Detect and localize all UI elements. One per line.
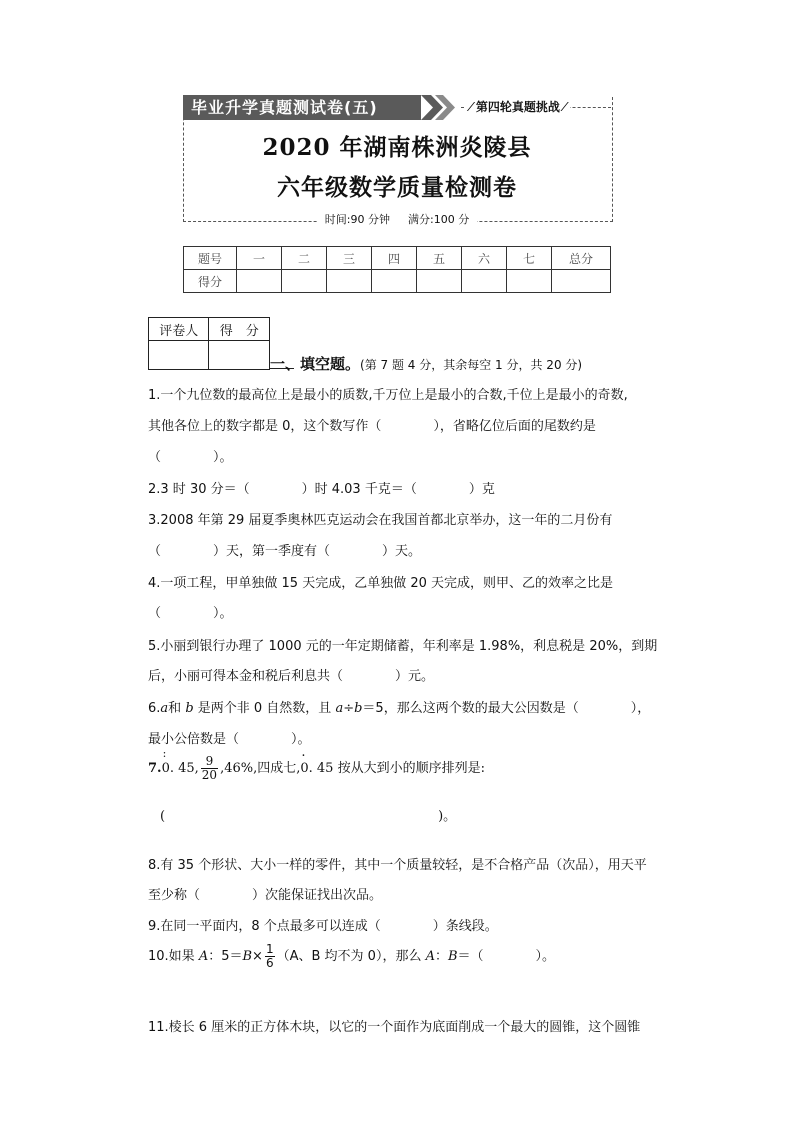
grader-box — [148, 317, 270, 370]
grader-name-cell[interactable] — [149, 341, 209, 370]
question-5-line-1: 5.小丽到银行办理了 1000 元的一年定期储蓄，年利率是 1.98%，利息税是 20%，到期 — [148, 639, 658, 654]
score-input-cell[interactable] — [507, 270, 552, 293]
question-8-line-2: 至少称（ ）次能保证找出次品。 — [148, 888, 383, 903]
question-4-line-1: 4.一项工程，甲单独做 15 天完成，乙单独做 20 天完成，则甲、乙的效率之比是 — [148, 576, 614, 591]
question-11: 11.棱长 6 厘米的正方体木块，以它的一个面作为底面削成一个最大的圆锥，这个圆锥 — [148, 1020, 641, 1035]
score-table-cell: 一 — [237, 247, 282, 270]
grader-score-cell[interactable] — [209, 341, 270, 370]
score-table-cell: 七 — [507, 247, 552, 270]
score-input-cell[interactable] — [372, 270, 417, 293]
grader-score-label: 得 分 — [209, 318, 270, 341]
question-1-line-2: 其他各位上的数字都是 0，这个数写作（ ），省略亿位后面的尾数约是 — [148, 419, 596, 434]
q6-text: ＝5，那么这两个数的最大公因数是（ ）， — [362, 701, 651, 716]
question-1-line-3: （ ）。 — [148, 450, 233, 465]
section-title: 一、填空题。 — [270, 355, 361, 373]
q6-expression: a÷b — [335, 701, 363, 716]
q10-var-a: A — [198, 949, 209, 964]
section-heading — [270, 353, 582, 374]
question-7-line-1: 7.: 0. 45, $\frac{9}{20}$ ,46%,四成七,. 0. 45 按从大到小的顺序排列是: — [148, 755, 485, 782]
score-table-cell: 二 — [282, 247, 327, 270]
round-label: ⁄ 第四轮真题挑战 ⁄ — [466, 97, 606, 117]
q7-number: 7. — [148, 761, 162, 776]
exam-meta — [183, 212, 611, 228]
q10-var-b: B — [242, 949, 253, 964]
score-input-cell[interactable] — [237, 270, 282, 293]
question-2: 2.3 时 30 分＝（ ）时 4.03 千克＝（ ）克 — [148, 482, 495, 497]
q10-prefix: 10.如果 — [148, 949, 199, 964]
q10-fraction-denominator: 6 — [265, 956, 274, 970]
q7-fraction — [201, 755, 218, 782]
series-banner: 毕业升学真题测试卷(五) — [183, 95, 421, 120]
q7-repeating-decimal-1: : 0. 45 — [162, 761, 195, 776]
chevron-arrows-icon — [421, 95, 463, 120]
score-table-cell: 四 — [372, 247, 417, 270]
question-7-answer-blank[interactable]: ( )。 — [160, 809, 457, 824]
q10-text: × — [252, 949, 263, 964]
q6-text: 和 — [168, 701, 186, 716]
score-table-header-row — [184, 247, 611, 270]
round-label-text: 第四轮真题挑战 — [475, 100, 560, 114]
q7-items: ,46%,四成七, — [220, 761, 301, 776]
q7-repeating-decimal-2: . 0. 45 — [300, 761, 333, 776]
exam-title-line-1: 2020 年湖南株洲炎陵县 — [262, 134, 532, 161]
score-input-cell[interactable] — [282, 270, 327, 293]
q10-var-b: B — [447, 949, 458, 964]
question-4-line-2: （ ）。 — [148, 606, 233, 621]
question-8-line-1: 8.有 35 个形状、大小一样的零件，其中一个质量较轻，是不合格产品（次品），用天平 — [148, 858, 647, 873]
question-3-line-1: 3.2008 年第 29 届夏季奥林匹克运动会在我国首都北京举办，这一年的二月份有 — [148, 513, 613, 528]
section-note: (第 7 题 4 分，其余每空 1 分，共 20 分) — [360, 358, 583, 372]
exam-time: 时间:90 分钟 — [324, 213, 390, 226]
question-9: 9.在同一平面内，8 个点最多可以连成（ ）条线段。 — [148, 919, 498, 934]
score-table — [183, 246, 611, 293]
exam-title-line-2: 六年级数学质量检测卷 — [277, 174, 517, 201]
question-3-line-2: （ ）天，第一季度有（ ）天。 — [148, 544, 422, 559]
q6-text: 是两个非 0 自然数，且 — [193, 701, 336, 716]
score-table-score-row — [184, 270, 611, 293]
score-table-cell: 得分 — [184, 270, 237, 293]
q7-instruction: 按从大到小的顺序排列是: — [337, 761, 485, 776]
score-input-cell[interactable] — [327, 270, 372, 293]
q7-fraction-denominator: 20 — [201, 768, 218, 782]
score-input-cell[interactable] — [417, 270, 462, 293]
q6-var-a: a — [160, 701, 169, 716]
q10-var-a: A — [425, 949, 435, 964]
score-table-cell: 题号 — [184, 247, 237, 270]
q10-text: （A、B 均不为 0），那么 — [276, 949, 426, 964]
question-5-line-2: 后，小丽可得本金和税后利息共（ ）元。 — [148, 669, 435, 684]
question-1-line-1: 1.一个九位数的最高位上是最小的质数,千万位上是最小的合数,千位上是最小的奇数, — [148, 388, 628, 403]
score-input-cell[interactable] — [552, 270, 611, 293]
score-table-cell: 三 — [327, 247, 372, 270]
score-input-cell[interactable] — [462, 270, 507, 293]
q10-text: ： — [434, 949, 448, 964]
q6-var-b: b — [185, 701, 194, 716]
score-table-cell: 五 — [417, 247, 462, 270]
question-10 — [148, 943, 555, 970]
q10-text: ：5＝ — [208, 949, 243, 964]
q6-prefix: 6. — [148, 701, 161, 716]
exam-full-score: 满分:100 分 — [408, 213, 470, 226]
question-6-line-1 — [148, 697, 650, 716]
grader-label: 评卷人 — [149, 318, 209, 341]
q10-fraction-numerator: 1 — [265, 942, 274, 956]
score-table-cell: 六 — [462, 247, 507, 270]
q10-text: ＝（ ）。 — [457, 949, 556, 964]
q10-fraction — [265, 943, 275, 970]
q7-fraction-numerator: 9 — [201, 755, 218, 769]
score-table-cell: 总分 — [552, 247, 611, 270]
question-6-line-2: 最小公倍数是（ ）。 — [148, 732, 311, 747]
